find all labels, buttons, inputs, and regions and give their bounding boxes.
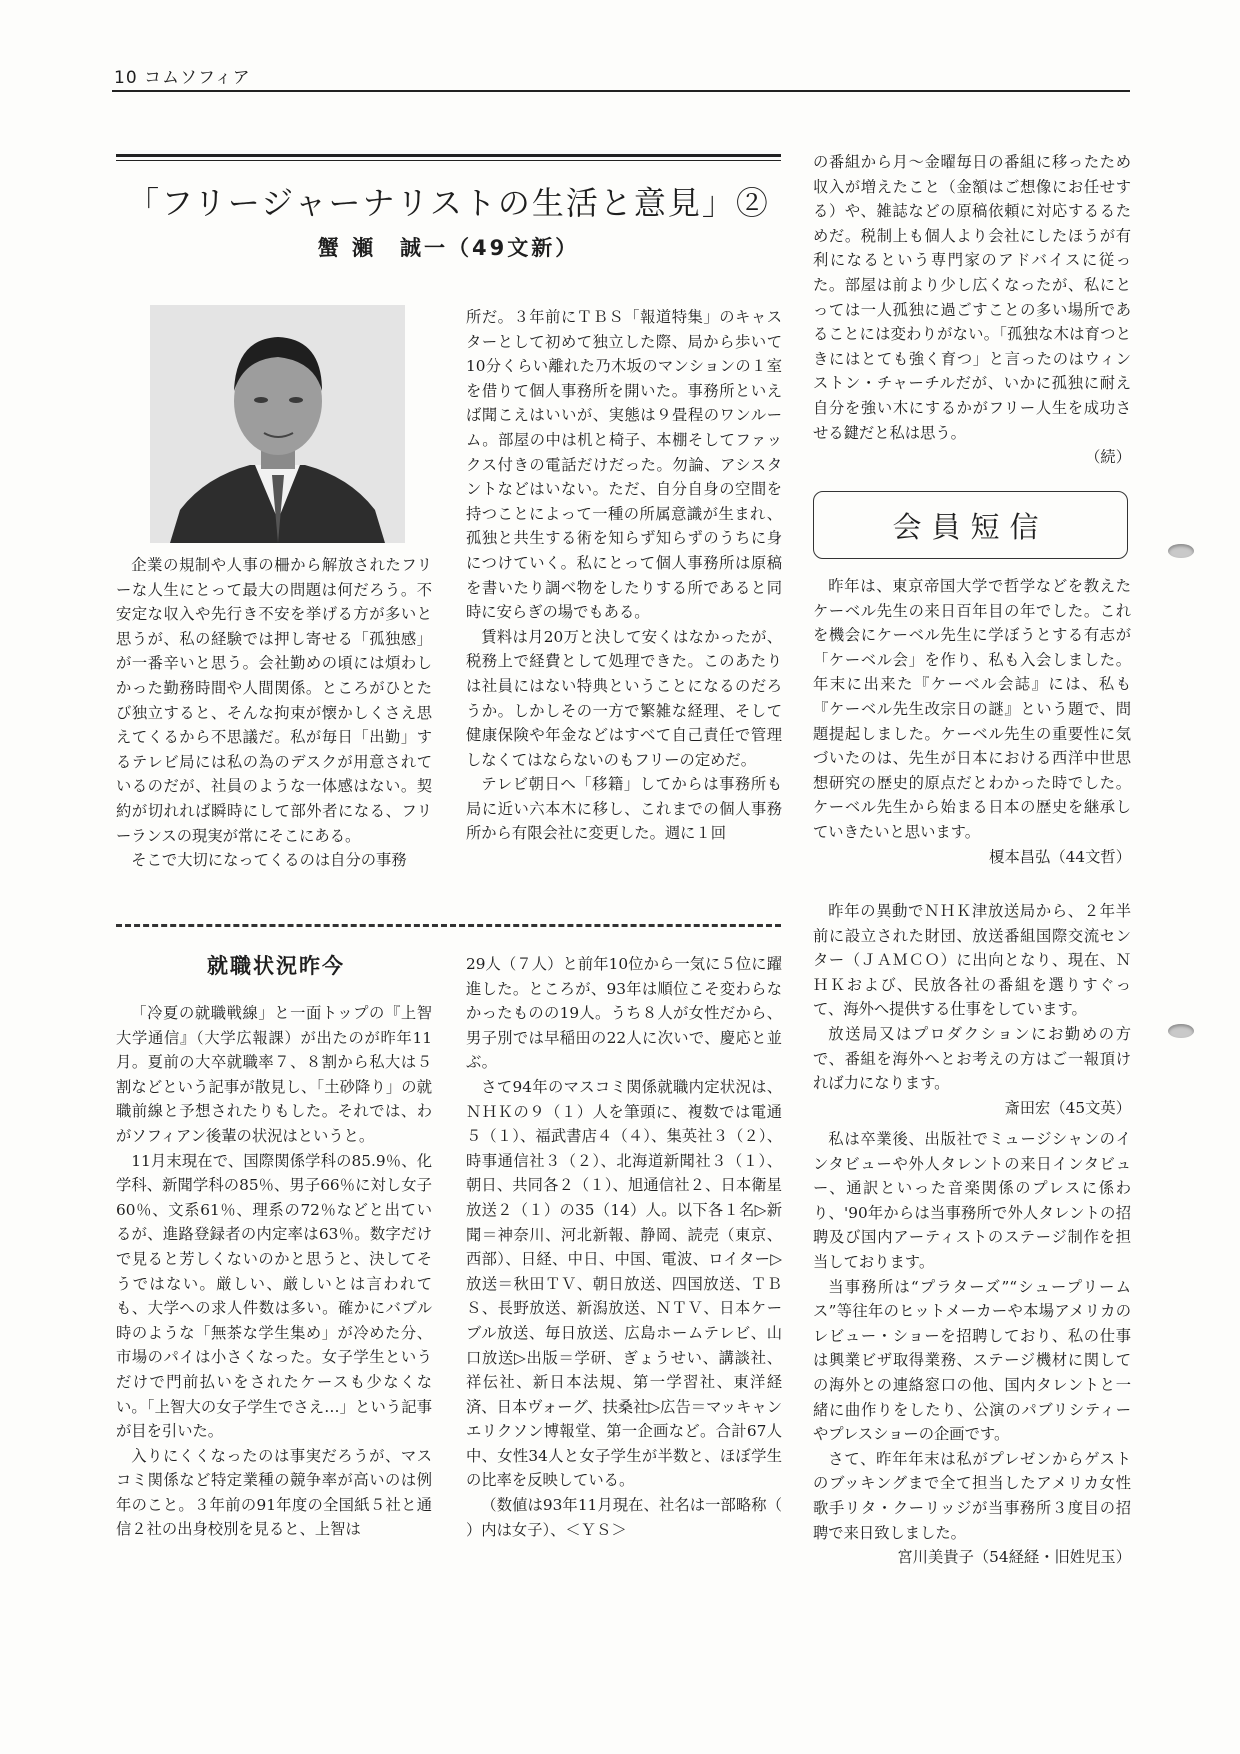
- member-news-signature: 宮川美貴子（54経経・旧姓児玉）: [897, 1548, 1131, 1567]
- member-news-text: さて、昨年年末は私がプレゼンからゲストのブッキングまで全て担当したアメリカ女性歌手リタ・クーリッジが当事務所３度目の招聘で来日致しました。: [813, 1449, 1131, 1542]
- member-news-signature: 斎田宏（45文英）: [1004, 1098, 1131, 1117]
- article-author: 蟹 瀬 誠一（49文新）: [317, 236, 580, 260]
- shushoku-paragraph: 「冷夏の就職戦線」と一面トップの『上智大学通信』（大学広報課）が出たのが昨年11月。夏前の大卒就職率７、８割から私大は５割などという記事が散見し、「土砂降り」の就職前線と予想されたりもした。それでは、わがソフィアン後輩の状況はというと。: [116, 1004, 432, 1145]
- shushoku-paragraph: さて94年のマスコミ関係就職内定状況は、ＮＨＫの９（１）人を筆頭に、複数では電通５（１）、福武書店４（４）、集英社３（２）、時事通信社３（２）、北海道新聞社３（１）、朝日、共同各２（１）、旭通信社２、日本衛星放送２（１）の35（14）人。以下各１名▷新聞＝神奈川、河北新報、静岡、読売（東京、西部）、日経、中日、中国、電波、ロイター▷放送＝秋田ＴＶ、朝日放送、四国放送、ＴＢＳ、長野放送、新潟放送、ＮＴＶ、日本ケーブル放送、毎日放送、広島ホームテレビ、山口放送▷出版＝学研、ぎょうせい、講談社、祥伝社、新日本法規、第一学習社、東洋経済、日本ヴォーグ、扶桑社▷広告＝マッキャンエリクソン博報堂、第一企画など。合計67人中、女性34人と女子学生が半数と、ほぼ学生の比率を反映している。: [466, 1077, 782, 1490]
- section-divider: [116, 924, 781, 927]
- member-news-text: 昨年は、東京帝国大学で哲学などを教えたケーベル先生の来日百年目の年でした。これを機会にケーベル先生に学ぼうとする有志が「ケーベル会」を作り、私も入会しました。年末に出来た『ケーベル会誌』には、私も『ケーベル先生改宗日の謎』という題で、問題提起しました。ケーベル先生の重要性に気づいたのは、先生が日本における西洋中世思想研究の歴史的原点だとわかった時でした。ケーベル先生から始まる日本の歴史を継承していきたいと思います。: [813, 577, 1131, 841]
- shushoku-paragraph: 29人（７人）と前年10位から一気に５位に躍進した。ところが、93年は順位こそ変わらなかったものの19人。うち８人が女性だから、男子別では早稲田の22人に次いで、慶応と並ぶ。: [466, 955, 782, 1072]
- page-header: 10 コムソフィア: [114, 68, 251, 88]
- punch-hole: [1168, 1024, 1194, 1038]
- article-paragraph: そこで大切になってくるのは自分の事務: [131, 851, 407, 870]
- article-paragraph: 所だ。３年前にＴＢＳ「報道特集」のキャスターとして初めて独立した際、局から歩いて10分くらい離れた乃木坂のマンションの１室を借りて個人事務所を開いた。事務所といえば聞こえはいいが、実態は９畳程のワンルーム。部屋の中は机と椅子、本棚そしてファックス付きの電話だけだった。勿論、アシスタントなどはいない。ただ、自分自身の空間を持つことによって一種の所属意識が生まれ、孤独と共生する術を知らず知らずのうちに身につけていく。私にとって個人事務所は原稿を書いたり調べ物をしたりする所であると同時に安らぎの場でもある。: [466, 308, 782, 622]
- article-paragraph: 賃料は月20万と決して安くはなかったが、税務上で経費として処理できた。このあたりは社員にはない特典ということになるのだろうか。しかしその一方で繁雑な経理、そして健康保険や年金などはすべて自己責任で管理しなくてはならないのもフリーの定めだ。: [466, 627, 782, 769]
- shushoku-column-2: [466, 952, 782, 1542]
- title-rule-bottom: [116, 160, 781, 161]
- article-column-2: [466, 305, 782, 846]
- header-rule: [112, 90, 1130, 92]
- article-column-3: [813, 150, 1131, 470]
- article-paragraph: の番組から月～金曜毎日の番組に移ったため収入が増えたこと（金額はご想像にお任せする）や、雑誌などの原稿依頼に対応するるためだ。税制上も個人より会社にしたほうが有利になるという専門家のアドバイスに従った。部屋は前より少し広くなったが、私にとっては一人孤独に過ごすことの多い場所であることには変わりがない。「孤独な木は育つときにはとても強く育つ」と言ったのはウィンストン・チャーチルだが、いかに孤独に耐え自分を強い木にするかがフリー人生を成功させる鍵だと私は思う。: [813, 153, 1131, 442]
- member-news-signature: 榎本昌弘（44文哲）: [989, 847, 1131, 866]
- member-news-2: [813, 899, 1131, 1120]
- member-news-text: 当事務所は“プラターズ”“シュープリームス”等往年のヒットメーカーや本場アメリカのレビュー・ショーを招聘しており、私の仕事は興業ビザ取得業務、ステージ機材に関しての海外との連絡窓口の他、国内タレントと一緒に曲作りをしたり、公演のパブリシティーやプレスショーの企画です。: [813, 1277, 1131, 1444]
- shushoku-paragraph: （数値は93年11月現在、社名は一部略称（ ）内は女子）、＜ＹＳ＞: [466, 1496, 782, 1539]
- shushoku-column-1: [116, 1001, 432, 1542]
- punch-hole: [1168, 544, 1194, 558]
- portrait-figure: [150, 305, 405, 543]
- kaiin-tanshin-title: 会員短信: [892, 509, 1049, 544]
- shushoku-title: 就職状況昨今: [207, 954, 345, 978]
- title-rule-top: [116, 154, 781, 157]
- member-news-1: [813, 574, 1131, 869]
- article-paragraph: 企業の規制や人事の柵から解放されたフリーな人生にとって最大の問題は何だろう。不安定な収入や先行き不安を挙げる方が多いと思うが、私の経験では押し寄せる「孤独感」が一番辛いと思う。会社勤めの頃には煩わしかった勤務時間や人間関係。ところがひとたび独立すると、そんな拘束が懐かしくさえ思えてくるから不思議だ。私が毎日「出勤」するテレビ局には私の為のデスクが用意されているのだが、社員のような一体感はない。契約が切れれば瞬時にして部外者になる、フリーランスの現実が常にそこにある。: [116, 556, 432, 845]
- shushoku-paragraph: 11月末現在で、国際関係学科の85.9％、化学科、新聞学科の85％、男子66％に対し女子60％、文系61％、理系の72％などと出ているが、進路登録者の内定率は63％。数字だけで見ると芳しくないのかと思うと、決してそうではない。厳しい、厳しいとは言われても、大学への求人件数は多い。確かにバブル時のような「無茶な学生集め」が冷めた分、市場のパイは小さくなった。女子学生というだけで門前払いをされたケースも少なくない。「上智大の女子学生でさえ…」という記事が目を引いた。: [116, 1151, 432, 1441]
- continued-mark: （続）: [1085, 448, 1131, 467]
- member-news-text: 昨年の異動でＮＨＫ津放送局から、２年半前に設立された財団、放送番組国際交流センター（ＪＡＭＣＯ）に出向となり、現在、ＮＨＫおよび、民放各社の番組を選りすぐって、海外へ提供する仕事をしています。: [813, 902, 1131, 1019]
- shushoku-paragraph: 入りにくくなったのは事実だろうが、マスコミ関係など特定業種の競争率が高いのは例年のこと。３年前の91年度の全国紙５社と通信２社の出身校別を見ると、上智は: [116, 1446, 432, 1539]
- member-news-text: 私は卒業後、出版社でミュージシャンのインタビューや外人タレントの来日インタビュー、通訳といった音楽関係のプレスに係わり、'90年からは当事務所で外人タレントの招聘及び国内アーティストのステージ制作を担当しております。: [813, 1130, 1131, 1271]
- author-photo: [150, 305, 405, 543]
- kaiin-tanshin-heading-box: [813, 491, 1128, 559]
- member-news-text: 放送局又はプロダクションにお勤めの方で、番組を海外へとお考えの方はご一報頂ければ力になります。: [813, 1024, 1131, 1093]
- article-paragraph: テレビ朝日へ「移籍」してからは事務所も局に近い六本木に移し、これまでの個人事務所から有限会社に変更した。週に１回: [466, 775, 782, 843]
- member-news-3: [813, 1127, 1131, 1570]
- article-column-1: [116, 553, 432, 873]
- article-title: 「フリージャーナリストの生活と意見」②: [127, 184, 770, 222]
